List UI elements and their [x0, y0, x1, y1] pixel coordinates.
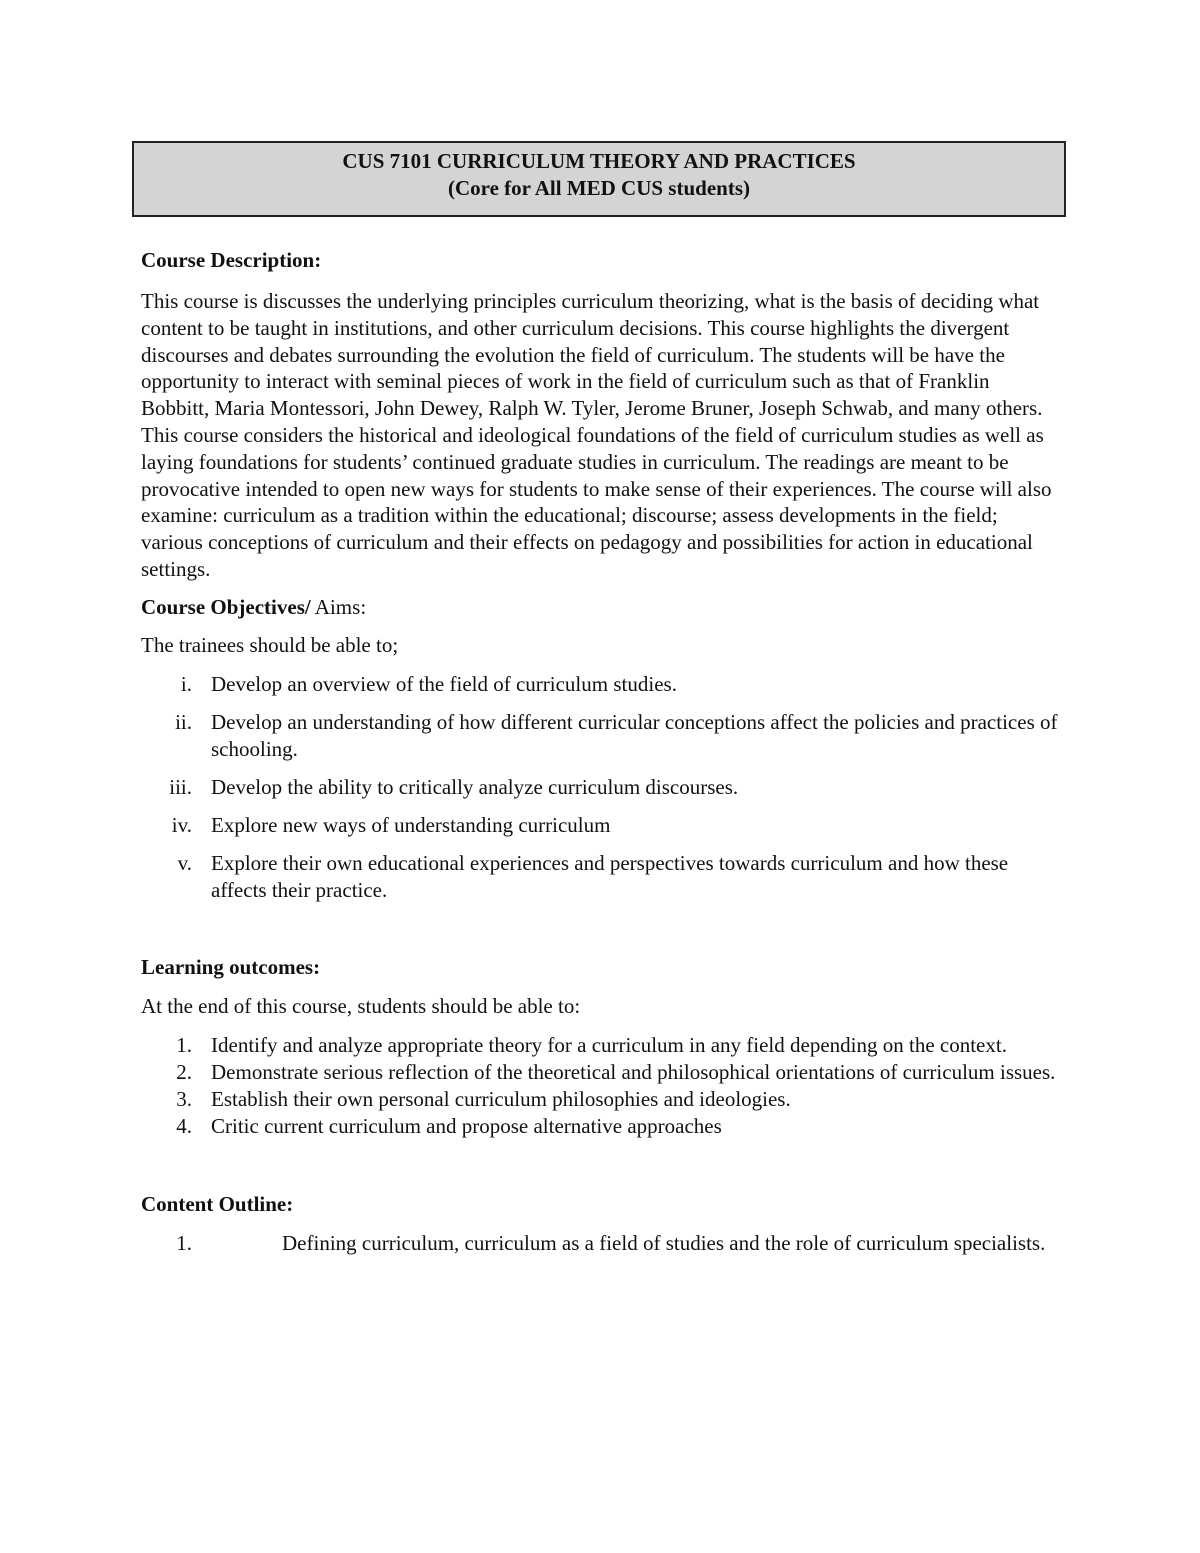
outline-item	[141, 1230, 1059, 1257]
list-marker: 4.	[176, 1113, 192, 1138]
outcomes-list	[141, 1032, 1059, 1140]
course-description-text: This course is discusses the underlying principles curriculum theorizing, what is the basis of deciding what content to be taught in institutions, and other curriculum decisions. This course highlights the divergent discourses and debates surrounding the evolution the field of curriculum. The students will be have the opportunity to interact with seminal pieces of work in the field of curriculum such as that of Franklin Bobbitt, Maria Montessori, John Dewey, Ralph W. Tyler, Jerome Bruner, Joseph Schwab, and many others. This course considers the historical and ideological foundations of the field of curriculum studies as well as laying foundations for students’ continued graduate studies in curriculum. The readings are meant to be provocative intended to open new ways for students to make sense of their experiences. The course will also examine: curriculum as a tradition within the educational; discourse; assess developments in the field; various conceptions of curriculum and their effects on pedagogy and possibilities for action in educational settings.	[141, 289, 1052, 581]
list-item	[141, 774, 1059, 801]
list-item	[141, 1113, 1059, 1140]
list-marker: iii.	[169, 774, 192, 799]
list-item-text: Identify and analyze appropriate theory for a curriculum in any field depending on the context.	[211, 1032, 1007, 1057]
list-item-text: Explore their own educational experiences and perspectives towards curriculum and how these affects their practice.	[211, 850, 1009, 902]
list-item	[141, 850, 1059, 904]
list-marker: v.	[177, 850, 192, 875]
list-marker: 1.	[176, 1032, 192, 1057]
list-item-text: Demonstrate serious reflection of the theoretical and philosophical orientations of curriculum issues.	[211, 1059, 1056, 1084]
list-item	[141, 671, 1059, 698]
objectives-intro: The trainees should be able to;	[141, 632, 399, 657]
course-description-heading: Course Description:	[141, 248, 322, 272]
course-title-box	[132, 141, 1066, 217]
list-item-text: Establish their own personal curriculum philosophies and ideologies.	[211, 1086, 791, 1111]
objectives-heading-bold: Course Objectives/	[141, 594, 311, 619]
list-marker: 3.	[176, 1086, 192, 1111]
list-item	[141, 812, 1059, 839]
content-outline-heading: Content Outline:	[141, 1191, 294, 1216]
document-body	[141, 247, 1059, 1257]
list-item-text: Develop the ability to critically analyze curriculum discourses.	[211, 774, 739, 799]
list-item-text: Develop an overview of the field of curriculum studies.	[211, 671, 677, 696]
list-item-text: Develop an understanding of how different curricular conceptions affect the policies and practices of schooling.	[211, 709, 1058, 761]
course-title: CUS 7101 CURRICULUM THEORY AND PRACTICES	[342, 149, 856, 173]
list-item	[141, 1032, 1059, 1059]
list-item	[141, 709, 1059, 763]
list-marker: i.	[180, 671, 192, 696]
course-subtitle: (Core for All MED CUS students)	[448, 176, 750, 200]
outline-item-text: Defining curriculum, curriculum as a field of studies and the role of curriculum specialists.	[282, 1230, 1046, 1255]
list-item	[141, 1059, 1059, 1086]
list-item-text: Critic current curriculum and propose alternative approaches	[211, 1113, 722, 1138]
outcomes-intro: At the end of this course, students should be able to:	[141, 993, 581, 1018]
course-objectives-heading	[141, 594, 1059, 621]
list-marker: iv.	[171, 812, 192, 837]
list-item	[141, 1086, 1059, 1113]
list-item-text: Explore new ways of understanding curriculum	[211, 812, 611, 837]
list-item-text	[214, 1231, 1045, 1255]
learning-outcomes-heading: Learning outcomes:	[141, 954, 321, 979]
objectives-list	[141, 671, 1059, 904]
list-marker: 1.	[176, 1230, 192, 1255]
list-marker: ii.	[175, 709, 192, 734]
list-marker: 2.	[176, 1059, 192, 1084]
objectives-heading-aims: Aims:	[310, 594, 367, 619]
